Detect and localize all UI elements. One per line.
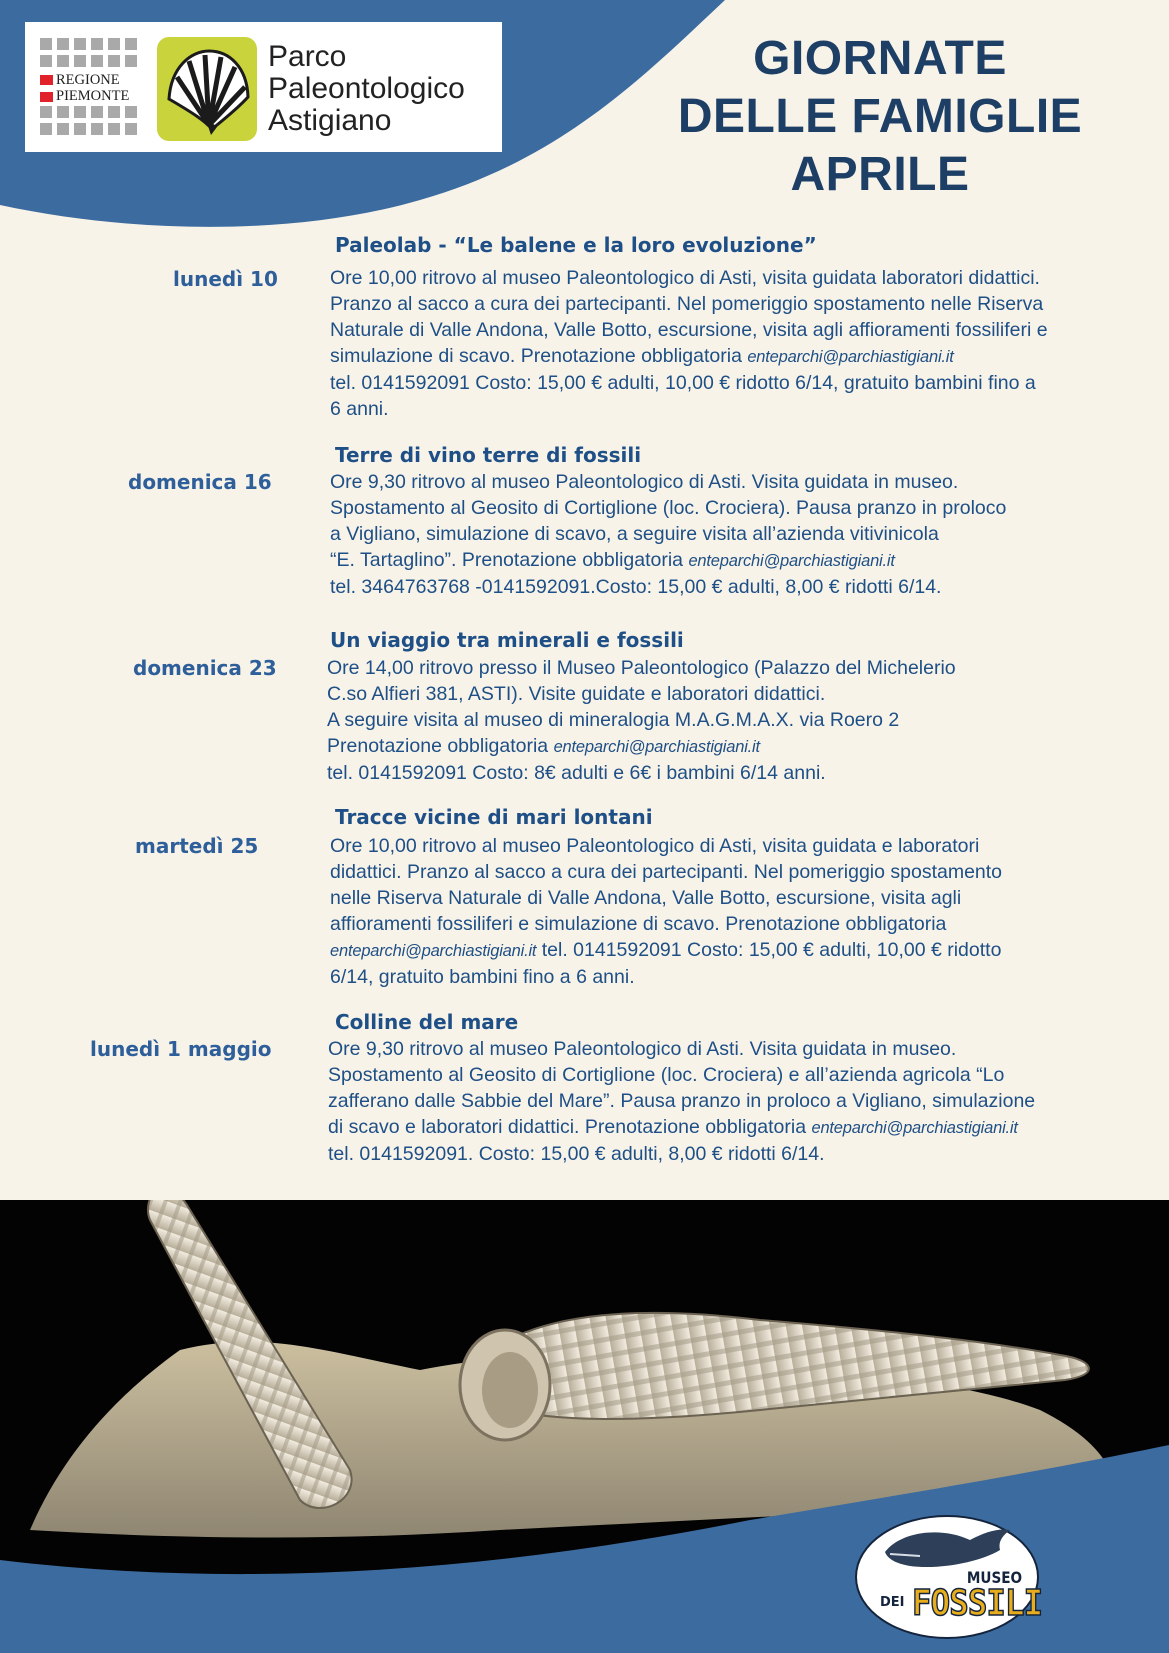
event-line: Ore 9,30 ritrovo al museo Paleontologico di Asti. Visita guidata in museo. [330,471,959,493]
event-line: Spostamento al Geosito di Cortiglione (loc. Crociera). Pausa pranzo in proloco [330,497,1007,519]
event-title: Paleolab - “Le balene e la loro evoluzione” [335,233,817,257]
event-line: nelle Riserva Naturale di Valle Andona, Valle Botto, escursione, visita agli [330,887,962,909]
event-line: Spostamento al Geosito di Cortiglione (loc. Crociera) e all’azienda agricola “Lo [328,1064,1005,1086]
region-label-1: REGIONE [56,72,120,88]
booking-email-link[interactable]: enteparchi@parchiastigiani.it [747,348,954,366]
region-label-2: PIEMONTE [56,88,130,104]
event-title: Colline del mare [335,1010,519,1034]
event-line: tel. 0141592091 Costo: 8€ adulti e 6€ i bambini 6/14 anni. [327,762,826,784]
event-date: domenica 23 [133,656,277,680]
booking-email-link[interactable]: enteparchi@parchiastigiani.it [688,552,895,570]
park-name-line-1: Parco [268,40,347,73]
event-line-text: tel. 0141592091 Costo: 15,00 € adulti, 10,00 € ridotto [536,939,1002,961]
event-line: 6 anni. [330,398,389,420]
booking-email-link[interactable]: enteparchi@parchiastigiani.it [553,738,760,756]
event-date: lunedì 1 maggio [90,1037,272,1061]
event-date: lunedì 10 [173,267,278,291]
event-line: a Vigliano, simulazione di scavo, a seguire visita all’azienda vitivinicola [330,523,939,545]
event-line-text: Prenotazione obbligatoria [327,735,554,757]
event-line-text: simulazione di scavo. Prenotazione obbligatoria [330,345,748,367]
title-line-3: APRILE [790,148,970,201]
park-name-line-2: Paleontologico [268,72,465,105]
event-line [330,547,1006,574]
scallop-shell-icon [157,37,257,141]
event-line-text: di scavo e laboratori didattici. Prenotazione obbligatoria [328,1116,812,1138]
fossili-word: FOSSILI [912,1583,1043,1624]
title-line-1: GIORNATE [753,32,1007,85]
event-description [327,655,956,786]
event-line: zafferano dalle Sabbie del Mare”. Pausa pranzo in proloco a Vigliano, simulazione [328,1090,1036,1112]
event-line: tel. 0141592091 Costo: 15,00 € adulti, 10,00 € ridotto 6/14, gratuito bambini fino a [330,372,1036,394]
event-line [328,1114,1035,1141]
event-line: didattici. Pranzo al sacco a cura dei partecipanti. Nel pomeriggio spostamento [330,861,1003,883]
event-line [330,937,1002,964]
event-line: A seguire visita al museo di mineralogia M.A.G.M.A.X. via Roero 2 [327,709,900,731]
event-line [327,733,956,760]
event-line: affioramenti fossiliferi e simulazione di scavo. Prenotazione obbligatoria [330,913,947,935]
event-line: tel. 3464763768 -0141592091.Costo: 15,00 € adulti, 8,00 € ridotti 6/14. [330,576,942,598]
event-description [330,265,1048,422]
event-date: martedì 25 [135,834,259,858]
piemonte-flag-icon [40,75,53,85]
event-line: C.so Alfieri 381, ASTI). Visite guidate e laboratori didattici. [327,683,826,705]
event-line: Pranzo al sacco a cura dei partecipanti. Nel pomeriggio spostamento nelle Riserva [330,293,1044,315]
event-line: tel. 0141592091. Costo: 15,00 € adulti, 8,00 € ridotti 6/14. [328,1143,825,1165]
event-description [330,833,1002,990]
piemonte-cross-icon [40,92,53,102]
event-line: Naturale di Valle Andona, Valle Botto, escursione, visita agli affioramenti fossiliferi e [330,319,1048,341]
museo-word: MUSEO [966,1568,1023,1587]
event-line: Ore 9,30 ritrovo al museo Paleontologico di Asti. Visita guidata in museo. [328,1038,957,1060]
event-title: Un viaggio tra minerali e fossili [330,628,684,652]
event-line: Ore 10,00 ritrovo al museo Paleontologico di Asti, visita guidata laboratori didattici. [330,267,1040,289]
event-title: Tracce vicine di mari lontani [335,805,653,829]
booking-email-link[interactable]: enteparchi@parchiastigiani.it [330,942,537,960]
booking-email-link[interactable]: enteparchi@parchiastigiani.it [811,1119,1018,1137]
event-date: domenica 16 [128,470,272,494]
event-title: Terre di vino terre di fossili [335,443,642,467]
event-line [330,343,1048,370]
event-description [328,1036,1035,1167]
title-line-2: DELLE FAMIGLIE [677,90,1083,143]
event-description [330,469,1006,600]
event-line-text: “E. Tartaglino”. Prenotazione obbligatoria [330,549,689,571]
event-line: 6/14, gratuito bambini fino a 6 anni. [330,966,635,988]
event-line: Ore 14,00 ritrovo presso il Museo Paleontologico (Palazzo del Michelerio [327,657,956,679]
dei-word: DEI [880,1595,905,1610]
event-line: Ore 10,00 ritrovo al museo Paleontologico di Asti, visita guidata e laboratori [330,835,980,857]
page-title [640,30,1120,204]
park-name-line-3: Astigiano [268,104,392,137]
